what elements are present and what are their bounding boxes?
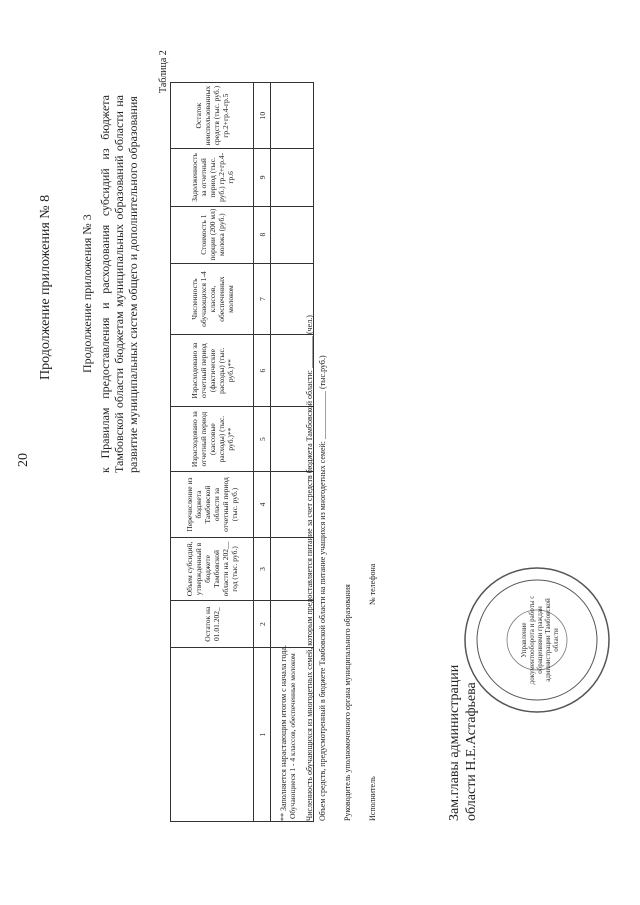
- stamp-text: Управление документооборота и работы с обращениями граждан администрации Тамбовской области: [520, 595, 560, 685]
- column-number: 3: [254, 537, 271, 600]
- column-number: 1: [254, 648, 271, 822]
- column-number: 5: [254, 406, 271, 471]
- column-number: 10: [254, 83, 271, 149]
- column-number: 2: [254, 601, 271, 648]
- column-number: 8: [254, 206, 271, 263]
- col-header: Объем субсидий, утвержденный в бюджете Тамбовской области на 202__ год (тыс. руб.): [171, 537, 254, 600]
- column-number: 9: [254, 149, 271, 206]
- col-header: Численность обучающихся 1-4 классов, обеспеченных молоком: [171, 263, 254, 335]
- table-cell: [271, 206, 314, 263]
- signature-title: Зам.главы администрации: [447, 664, 462, 821]
- table-cell: [271, 149, 314, 206]
- col-header: Остаток неиспользованных средств (тыс. руб.) гр.2+гр.4-гр.5: [171, 83, 254, 149]
- official-stamp: [462, 565, 612, 715]
- footnote-cumulative: ** Заполняется нарастающим итогом с начала года.: [279, 645, 288, 821]
- col-header: Задолженность за отчетный период (тыс. руб.) гр.2+гр.4-гр.6: [171, 149, 254, 206]
- col-header: Перечисление из бюджета Тамбовской области за отчетный период (тыс. руб.): [171, 472, 254, 537]
- column-number: 4: [254, 472, 271, 537]
- col-header: Израсходовано за отчетный период (кассовые расходы) (тыс. руб.)**: [171, 406, 254, 471]
- authority-head-line: Руководитель уполномоченного органа муниципального образования: [343, 584, 352, 821]
- phone-label: № телефона: [368, 563, 377, 605]
- table-label: Таблица 2: [158, 50, 169, 93]
- row-label: Обучающиеся 1 - 4 классов, обеспеченные молоком: [271, 648, 314, 822]
- table-cell: [271, 83, 314, 149]
- column-number: 7: [254, 263, 271, 335]
- continuation-appendix-3: Продолжение приложения № 3: [80, 214, 94, 373]
- signature-name: области Н.Е.Астафьева: [464, 682, 479, 821]
- col-header: Стоимость 1 порции (200 мл) молока (руб.): [171, 206, 254, 263]
- page-number: 20: [16, 453, 31, 467]
- col-header: Остаток на 01.01.202_: [171, 601, 254, 648]
- executor-label: Исполнитель: [368, 776, 377, 821]
- col-header: [171, 648, 254, 822]
- report-table: [170, 82, 314, 822]
- col-header: Израсходовано за отчетный период (фактические расходы) (тыс. руб.)**: [171, 335, 254, 407]
- continuation-appendix-8: Продолжение приложения № 8: [38, 194, 53, 380]
- column-number: 6: [254, 335, 271, 407]
- note-large-families-count: Численность обучающихся из многодетных семей, которым предоставляется питание за счет средств бюджета Тамбовской области: ________ (чел.): [305, 315, 314, 821]
- column-number-row: [254, 83, 271, 822]
- note-large-families-funds: Объем средств, предусмотренный в бюджете Тамбовской области на питание учащихся из многодетных семей: ____________ (тыс.руб.): [318, 355, 327, 821]
- rules-text: к Правилам предоставления и расходования субсидий из бюджета Тамбовской области бюджетам муниципальных образований области на развитие муниципальных систем общего и дополнительного образования: [98, 95, 140, 473]
- table-header-row: [171, 83, 254, 822]
